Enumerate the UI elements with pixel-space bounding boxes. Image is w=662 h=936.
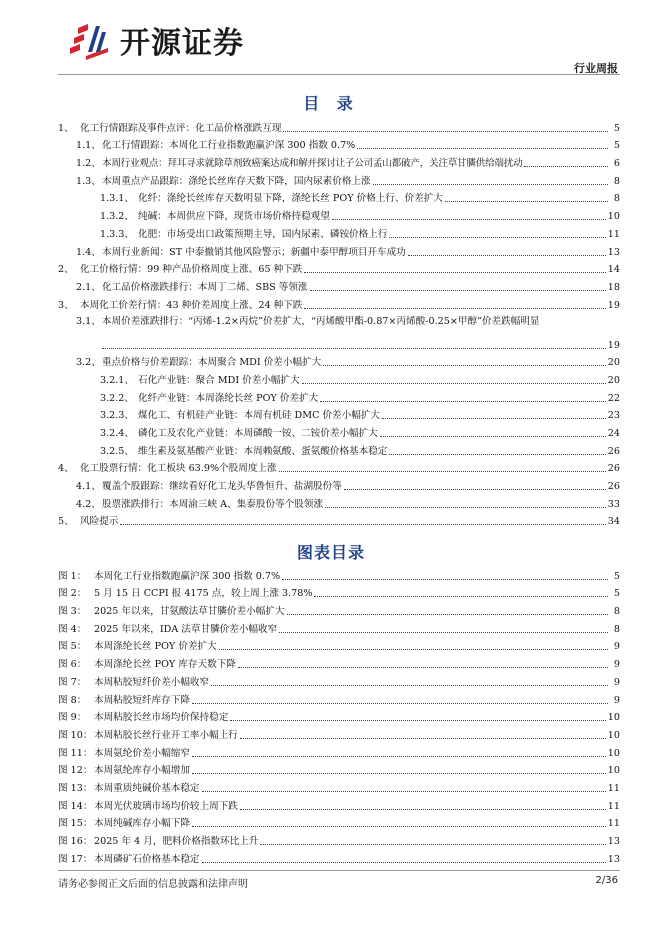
toc-page-number: 26 — [607, 445, 620, 457]
leader-dots — [389, 454, 605, 455]
figure-item[interactable]: 图 2： 5 月 15 日 CCPI 报 4175 点，较上周上涨 3.78% 5 — [58, 588, 620, 600]
leader-dots — [445, 201, 608, 202]
toc-page-number: 5 — [613, 140, 620, 152]
toc-item[interactable]: 1.1、 化工行情跟踪：本周化工行业指数跑赢沪深 300 指数 0.7% 5 — [76, 140, 620, 152]
figure-page-number: 10 — [607, 729, 620, 741]
leader-dots — [240, 738, 606, 739]
leader-dots — [192, 703, 608, 704]
footer-disclaimer: 请务必参阅正文后面的信息披露和法律声明 — [58, 879, 248, 890]
leader-dots — [323, 365, 606, 366]
figure-page-number: 9 — [613, 694, 620, 706]
header-divider — [58, 74, 620, 75]
leader-dots — [325, 507, 606, 508]
figure-item[interactable]: 图 8： 本周粘胶短纤库存下降 9 — [58, 694, 620, 706]
toc-page-number: 34 — [607, 516, 620, 528]
figure-item[interactable]: 图 9： 本周粘胶长丝市场均价保持稳定 10 — [58, 712, 620, 724]
leader-dots — [524, 166, 608, 167]
leader-dots — [192, 756, 606, 757]
toc-page-number: 33 — [607, 498, 620, 510]
toc-item[interactable]: 3.2.4、 磷化工及农化产业链：本周磷酸一铵、二铵价差小幅扩大 24 — [100, 428, 620, 439]
leader-dots — [382, 418, 606, 419]
leader-dots — [279, 632, 608, 633]
toc-item[interactable]: 4.2、 股票涨跌排行：本周渝三峡 A、集泰股份等个股领涨 33 — [76, 498, 620, 510]
figure-item[interactable]: 图 3： 2025 年以来，甘氨酸法草甘膦价差小幅扩大 8 — [58, 606, 620, 618]
toc-page-number: 18 — [607, 281, 620, 293]
toc-page-number: 22 — [607, 392, 620, 404]
figure-item[interactable]: 图 1： 本周化工行业指数跑赢沪深 300 指数 0.7% 5 — [58, 570, 620, 582]
figure-page-number: 11 — [607, 800, 620, 812]
leader-dots — [302, 383, 606, 384]
toc-item[interactable]: 1.3.3、 化肥：市场受出口政策预期主导，国内尿素、磷铵价格上行 11 — [100, 228, 620, 240]
leader-dots — [192, 826, 606, 827]
toc-item[interactable]: 1、 化工行情跟踪及事件点评：化工品价格涨跌互现 5 — [58, 122, 620, 134]
toc-item[interactable]: 3.2.3、 煤化工、有机硅产业链：本周有机硅 DMC 价差小幅扩大 23 — [100, 410, 620, 422]
toc-page-number: 19 — [607, 299, 620, 311]
toc-item[interactable]: 4、 化工股票行情：化工板块 63.9%个股周度上涨 26 — [58, 463, 620, 475]
leader-dots — [219, 649, 608, 650]
figure-page-number: 8 — [613, 606, 620, 618]
figure-item[interactable]: 图 12： 本周氨纶库存小幅增加 10 — [58, 765, 620, 777]
figure-item[interactable]: 图 14： 本周光伏玻璃市场均价较上周下跌 11 — [58, 800, 620, 812]
leader-dots — [211, 685, 608, 686]
leader-dots — [102, 348, 606, 349]
figure-item[interactable]: 图 4： 2025 年以来，IDA 法草甘膦价差小幅收窄 8 — [58, 623, 620, 635]
toc-page-number: 8 — [613, 175, 620, 187]
toc-page-number: 26 — [607, 481, 620, 493]
toc-item[interactable]: 1.3.2、 纯碱：本周供应下降，现货市场价格持稳观望 10 — [100, 211, 620, 223]
toc-item[interactable]: 2.1、 化工品价格涨跌排行：本周丁二烯、SBS 等领涨 18 — [76, 281, 620, 293]
table-of-contents — [58, 117, 620, 528]
leader-dots — [332, 219, 606, 220]
leader-dots — [283, 131, 608, 132]
figure-page-number: 5 — [613, 588, 620, 600]
figure-item[interactable]: 图 13： 本周重质纯碱价基本稳定 11 — [58, 782, 620, 794]
leader-dots — [380, 436, 606, 437]
leader-dots — [260, 844, 605, 845]
toc-page-number: 13 — [607, 246, 620, 258]
leader-dots — [373, 184, 608, 185]
figure-item[interactable]: 图 11： 本周氨纶价差小幅缩窄 10 — [58, 747, 620, 759]
figure-page-number: 5 — [613, 570, 620, 582]
leader-dots — [357, 148, 608, 149]
toc-item[interactable]: 1.3、 本周重点产品跟踪：涤纶长丝库存天数下降，国内尿素价格上涨 8 — [76, 175, 620, 187]
toc-item[interactable]: 3.2.5、 维生素及氨基酸产业链：本周赖氨酸、蛋氨酸价格基本稳定 26 — [100, 445, 620, 457]
page-header — [0, 0, 662, 80]
toc-item[interactable]: 3.2.2、 化纤产业链：本周涤纶长丝 POY 价差扩大 22 — [100, 392, 620, 404]
figure-page-number: 9 — [613, 676, 620, 688]
toc-page-number: 14 — [607, 264, 620, 276]
toc-title: 目 录 — [303, 94, 359, 113]
leader-dots — [310, 290, 606, 291]
leader-dots — [287, 614, 608, 615]
toc-item[interactable]: 3.2.1、 石化产业链：聚合 MDI 价差小幅扩大 20 — [100, 374, 620, 386]
figure-page-number: 11 — [607, 782, 620, 794]
leader-dots — [202, 862, 606, 863]
leader-dots — [120, 524, 605, 525]
report-type-label: 行业周报 — [574, 62, 618, 75]
figures-title: 图表目录 — [296, 543, 365, 562]
leader-dots — [240, 809, 606, 810]
toc-page-number: 24 — [607, 428, 620, 439]
leader-dots — [344, 489, 606, 490]
toc-page-number: 26 — [607, 463, 620, 475]
toc-page-number: 20 — [607, 357, 620, 369]
figure-page-number: 10 — [607, 712, 620, 724]
figure-page-number: 9 — [613, 641, 620, 653]
toc-item[interactable]: 1.2、 本周行业观点：拜耳寻求就除草剂致癌案达成和解并探讨让子公司孟山都破产，关注草甘膦供给端扰动 6 — [76, 158, 620, 170]
toc-item[interactable]: 3.1、 本周价差涨跌排行：“丙烯-1.2×丙烷”价差扩大，“丙烯酸甲酯-0.87×丙烯酸-0.25×甲醇”价差跌幅明显 — [76, 315, 540, 327]
leader-dots — [304, 272, 605, 273]
figure-item[interactable]: 图 5： 本周涤纶长丝 POY 价差扩大 9 — [58, 641, 620, 653]
brand-logo — [66, 18, 244, 62]
figure-page-number: 10 — [607, 765, 620, 777]
figure-item[interactable]: 图 7： 本周粘胶短纤价差小幅收窄 9 — [58, 676, 620, 688]
page-number: 2/36 — [595, 875, 618, 886]
toc-page-number: 6 — [613, 158, 620, 170]
toc-page-number: 5 — [613, 122, 620, 134]
figure-item[interactable]: 图 6： 本周涤纶长丝 POY 库存天数下降 9 — [58, 659, 620, 671]
toc-item[interactable]: 2、 化工价格行情：99 种产品价格周度上涨、65 种下跌 14 — [58, 264, 620, 276]
leader-dots — [230, 720, 605, 721]
toc-item[interactable]: 1.4、 本周行业新闻：ST 中泰撤销其他风险警示；新疆中泰甲醇项目开车成功 13 — [76, 246, 620, 258]
figure-item[interactable]: 图 17： 本周磷矿石价格基本稳定 13 — [58, 853, 620, 865]
figure-item[interactable]: 图 15： 本周纯碱库存小幅下降 11 — [58, 818, 620, 830]
leader-dots — [408, 255, 606, 256]
leader-dots — [389, 237, 605, 238]
figure-page-number: 11 — [607, 818, 620, 830]
kaiyuan-logo-icon — [66, 18, 114, 62]
toc-page-number: 19 — [607, 339, 620, 351]
leader-dots — [279, 471, 606, 472]
figure-item[interactable]: 图 16： 2025 年 4 月，肥料价格指数环比上升 13 — [58, 836, 620, 847]
figure-page-number: 9 — [613, 659, 620, 671]
toc-page-number: 10 — [607, 211, 620, 223]
toc-item[interactable]: 1.3.1、 化纤：涤纶长丝库存天数明显下降，涤纶长丝 POY 价格上行、价差扩大 8 — [100, 193, 620, 205]
leader-dots — [282, 579, 608, 580]
leader-dots — [304, 308, 605, 309]
leader-dots — [202, 791, 606, 792]
toc-item[interactable]: 5、 风险提示 34 — [58, 516, 620, 528]
figure-page-number: 10 — [607, 747, 620, 759]
leader-dots — [192, 773, 606, 774]
leader-dots — [314, 596, 608, 597]
toc-item[interactable]: 3.2、 重点价格与价差跟踪：本周聚合 MDI 价差小幅扩大 20 — [76, 357, 620, 369]
figure-page-number: 8 — [613, 623, 620, 635]
toc-page-number: 20 — [607, 374, 620, 386]
leader-dots — [320, 401, 606, 402]
list-of-figures — [58, 565, 620, 866]
figure-page-number: 13 — [607, 836, 620, 847]
toc-item-continuation — [58, 334, 620, 352]
figure-item[interactable]: 图 10： 本周粘胶长丝行业开工率小幅上行 10 — [58, 729, 620, 741]
toc-page-number: 23 — [607, 410, 620, 422]
toc-page-number: 8 — [613, 193, 620, 205]
toc-item[interactable]: 4.1、 覆盖个股跟踪：继续看好化工龙头华鲁恒升、盐湖股份等 26 — [76, 481, 620, 493]
toc-item[interactable]: 3、 本周化工价差行情：43 种价差周度上涨、24 种下跌 19 — [58, 299, 620, 311]
toc-page-number: 11 — [607, 228, 620, 240]
figure-page-number: 13 — [607, 853, 620, 865]
leader-dots — [238, 667, 608, 668]
brand-name: 开源证券 — [120, 26, 244, 61]
footer-divider — [58, 870, 620, 871]
